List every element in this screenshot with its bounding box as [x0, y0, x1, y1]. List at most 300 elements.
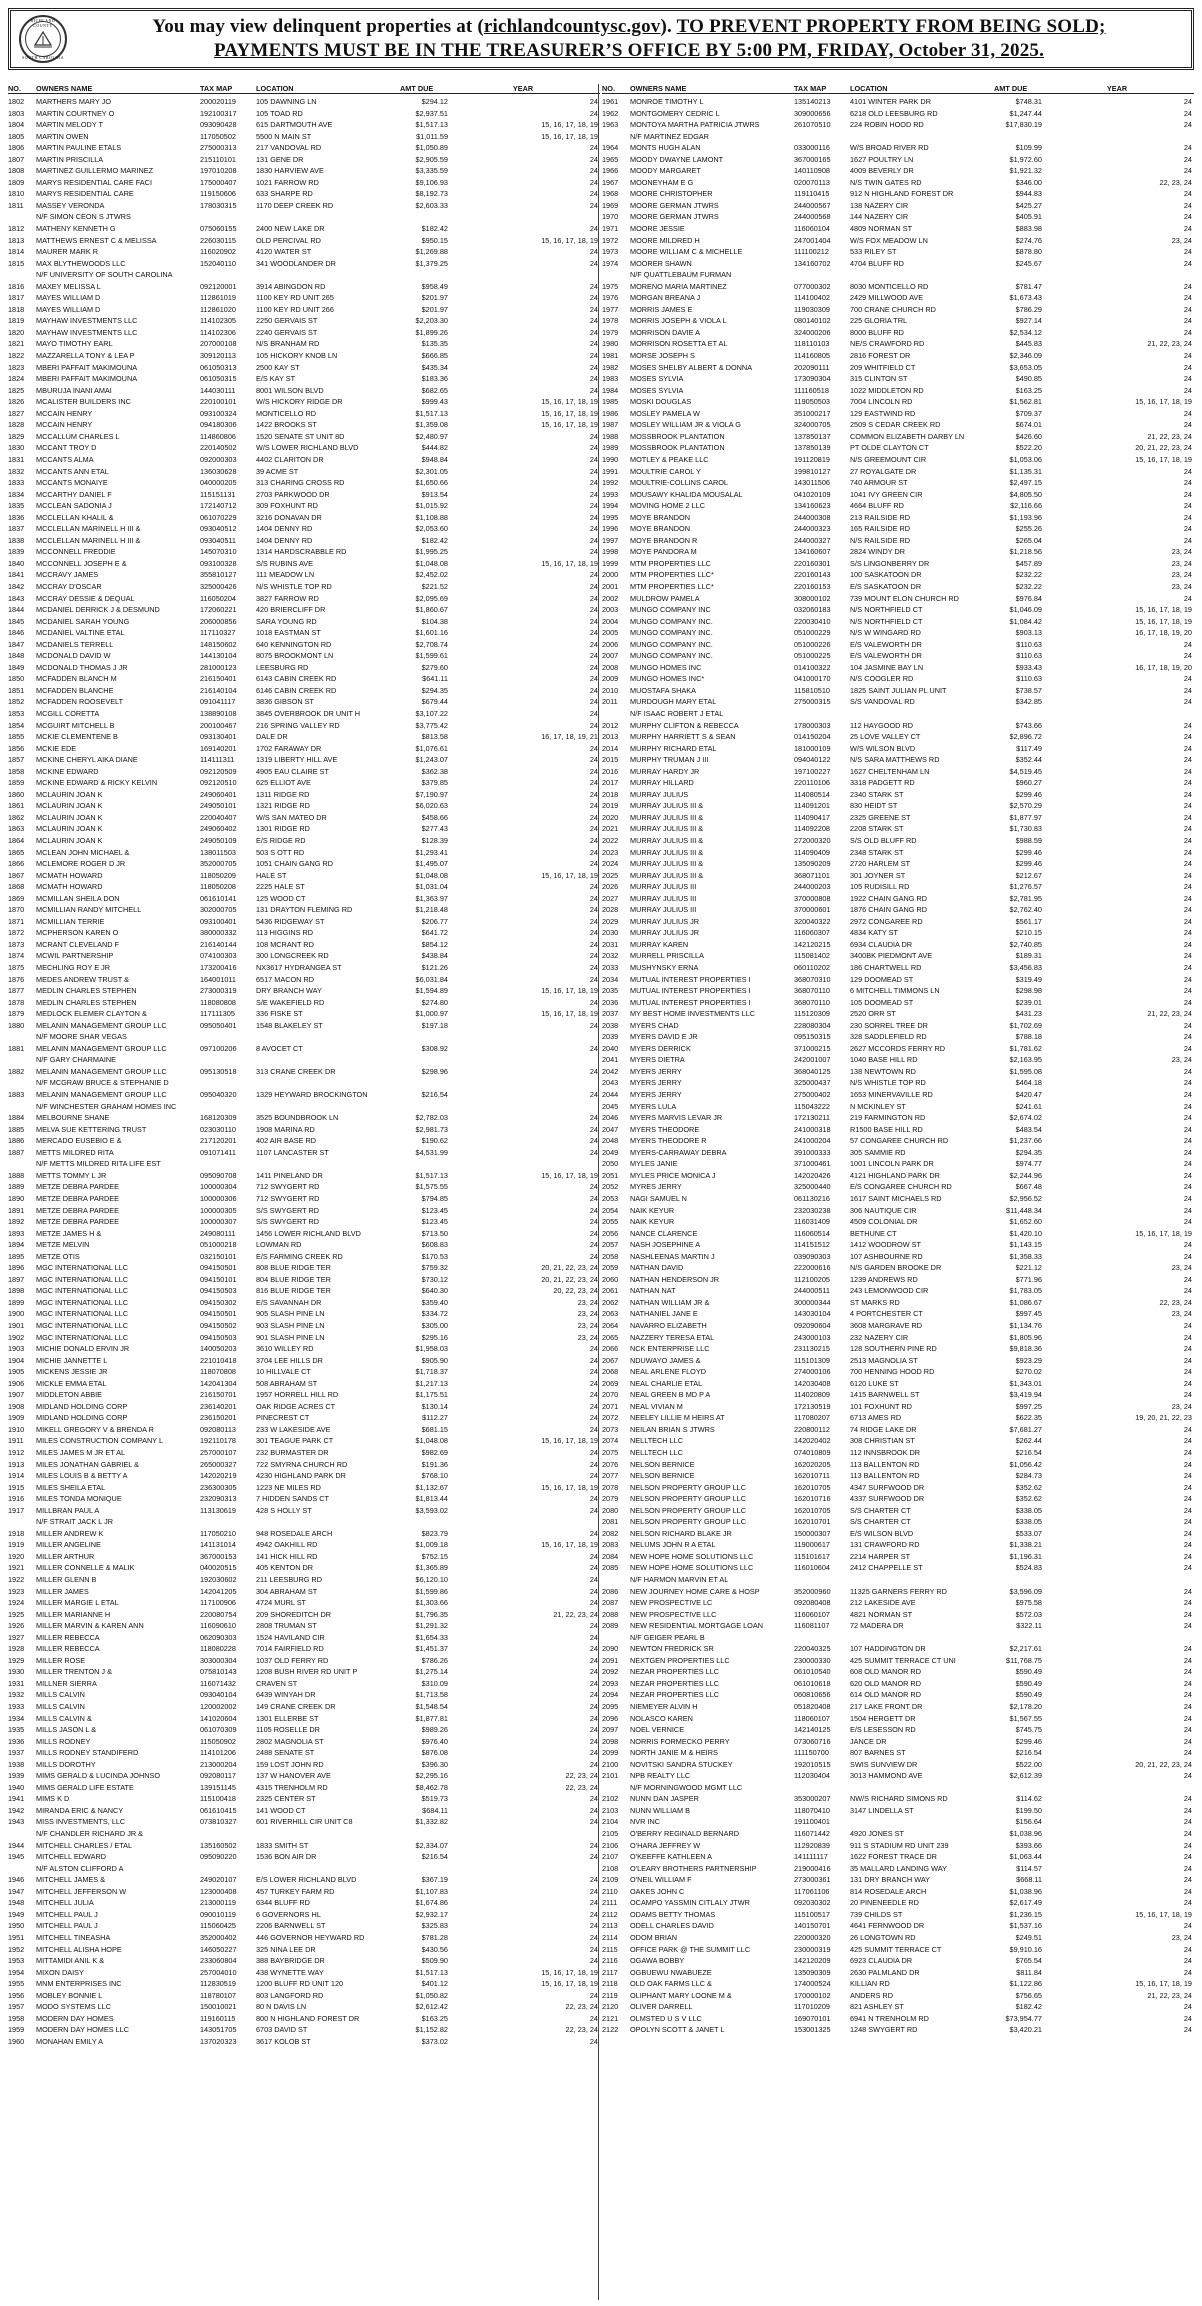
table-row — [8, 1840, 600, 1852]
website-link[interactable]: richlandcountysc.gov — [483, 16, 661, 37]
cell-amount: $522.00 — [1015, 1759, 1042, 1769]
table-row — [8, 535, 600, 547]
table-row — [602, 777, 1194, 789]
table-row — [8, 1770, 600, 1782]
cell-amount: $1,730.83 — [1009, 824, 1042, 834]
table-row — [602, 1805, 1194, 1817]
cell-year — [448, 1863, 600, 1875]
cell-year: 24 — [1183, 1344, 1192, 1354]
cell-no: 1811 — [8, 200, 24, 210]
cell-amount: $1,877.97 — [1009, 812, 1042, 822]
cell-location: 712 SWYGERT RD — [256, 1193, 320, 1203]
cell-owner: NEW JOURNEY HOME CARE & HOSP — [630, 1586, 760, 1596]
table-row — [602, 1170, 1194, 1182]
cell-year: 24 — [589, 362, 598, 372]
cell-amount: $997.25 — [1015, 1401, 1042, 1411]
cell-amount: $457.89 — [1015, 558, 1042, 568]
cell-tax-map: 217120201 — [200, 1136, 237, 1146]
table-row — [602, 1412, 1194, 1424]
cell-location: 125 WOOD CT — [256, 893, 306, 903]
cell-year: 24 — [589, 778, 598, 788]
cell-tax-map: 061070229 — [200, 512, 237, 522]
cell-amount: $420.47 — [1015, 1090, 1042, 1100]
cell-no: 2087 — [602, 1598, 619, 1608]
cell-location: 217 LAKE FRONT DR — [850, 1702, 923, 1712]
county-seal-icon — [19, 15, 67, 63]
table-row — [8, 523, 600, 535]
cell-owner: O'BERRY REGINALD BERNARD — [630, 1829, 739, 1839]
cell-tax-map: 142041304 — [200, 1378, 237, 1388]
cell-owner: N/F MCGRAW BRUCE & STEPHANIE D — [36, 1078, 169, 1088]
cell-amount: $2,480.97 — [415, 431, 448, 441]
cell-owner: MOULTRIE CAROL Y — [630, 466, 701, 476]
cell-tax-map: 221010418 — [200, 1355, 237, 1365]
table-row — [602, 1043, 1194, 1055]
cell-location: 4315 TRENHOLM RD — [256, 1782, 328, 1792]
cell-location: DRY BRANCH WAY — [256, 986, 322, 996]
cell-year: 24 — [1183, 1159, 1192, 1169]
cell-amount: $1,107.83 — [415, 1886, 448, 1896]
table-row — [8, 119, 600, 131]
cell-no: 1849 — [8, 662, 25, 672]
cell-tax-map: 116081107 — [794, 1621, 830, 1631]
cell-owner: MURRAY JULIUS III & — [630, 870, 704, 880]
table-row — [602, 1632, 1194, 1644]
cell-no: 2065 — [602, 1332, 619, 1342]
cell-year: 24 — [589, 708, 598, 718]
cell-amount: $1,674.86 — [415, 1898, 448, 1908]
cell-location: 2802 MAGNOLIA ST — [256, 1736, 324, 1746]
cell-tax-map: 117050210 — [200, 1528, 236, 1538]
cell-location: S/S OLD BLUFF RD — [850, 836, 917, 845]
cell-year: 24 — [1183, 351, 1192, 361]
cell-location: 165 RAILSIDE RD — [850, 524, 911, 534]
cell-location: 4641 FERNWOOD DR — [850, 1921, 925, 1931]
table-row — [602, 373, 1194, 385]
cell-no: 1885 — [8, 1124, 25, 1134]
cell-no: 1853 — [8, 708, 25, 718]
cell-location — [256, 211, 396, 223]
table-row — [8, 1274, 600, 1286]
cell-year: 24 — [589, 1459, 598, 1469]
cell-tax-map: 095090708 — [200, 1170, 237, 1180]
cell-amount — [990, 708, 1042, 720]
cell-location: W/S BROAD RIVER RD — [850, 143, 929, 153]
cell-year: 24 — [589, 478, 598, 488]
cell-tax-map: 142120215 — [794, 939, 831, 949]
cell-no: 1837 — [8, 524, 25, 534]
table-row — [8, 1609, 600, 1621]
cell-location: E/S LOWER RICHLAND BLVD — [256, 1875, 357, 1885]
cell-owner: MURPHY TRUMAN J III — [630, 755, 709, 765]
table-row — [8, 593, 600, 605]
cell-tax-map: 213000204 — [200, 1759, 237, 1769]
cell-tax-map: 200020119 — [200, 97, 236, 106]
cell-no: 1961 — [602, 97, 619, 106]
cell-owner: MCLAURIN JOAN K — [36, 789, 103, 799]
cell-location: 739 MOUNT ELON CHURCH RD — [850, 593, 959, 603]
cell-year: 24 — [589, 327, 598, 337]
cell-owner: METZE MELVIN — [36, 1240, 90, 1250]
table-row — [602, 1655, 1194, 1667]
table-row — [8, 1528, 600, 1540]
cell-tax-map: 114102305 — [200, 316, 236, 326]
table-row — [8, 489, 600, 501]
cell-amount: $2,053.60 — [415, 524, 448, 534]
cell-amount: $1,338.21 — [1009, 1540, 1042, 1550]
cell-tax-map — [794, 1574, 850, 1586]
cell-location: 700 HENNING HOOD RD — [850, 1367, 935, 1377]
table-row — [8, 165, 600, 177]
table-row — [602, 950, 1194, 962]
cell-year: 24 — [589, 605, 598, 615]
cell-year: 24 — [1183, 1332, 1192, 1342]
cell-tax-map: 220030410 — [794, 616, 831, 626]
cell-tax-map: 309000656 — [794, 108, 831, 118]
cell-tax-map: 119160115 — [200, 2013, 236, 2023]
cell-no: 1953 — [8, 1956, 25, 1966]
cell-owner: MITTAMIDI ANIL K & — [36, 1956, 105, 1966]
cell-amount — [990, 1632, 1042, 1644]
cell-year — [448, 1101, 600, 1113]
cell-amount: $1,332.82 — [415, 1817, 448, 1827]
cell-tax-map: 094150503 — [200, 1332, 237, 1342]
cell-no — [8, 1516, 36, 1528]
cell-location: 6 GOVERNORS HL — [256, 1909, 321, 1919]
table-row — [8, 500, 600, 512]
cell-location: R1500 BASE HILL RD — [850, 1124, 923, 1134]
cell-amount: $1,575.55 — [415, 1182, 448, 1192]
cell-location: 1412 WOODROW ST — [850, 1240, 921, 1250]
table-row — [602, 800, 1194, 812]
cell-no: 1942 — [8, 1805, 25, 1815]
cell-no: 2028 — [602, 905, 619, 915]
cell-year: 15, 16, 17, 18, 19 — [541, 558, 598, 568]
cell-year: 24 — [589, 466, 598, 476]
cell-amount: $445.83 — [1015, 339, 1042, 349]
cell-amount: $756.65 — [1015, 1990, 1042, 2000]
cell-year: 23, 24 — [1171, 235, 1192, 245]
cell-location: 1404 DENNY RD — [256, 524, 313, 534]
cell-location: W/S FOX MEADOW LN — [850, 235, 928, 245]
cell-owner: MOSES SYLVIA — [630, 385, 684, 395]
cell-amount: $221.52 — [421, 581, 448, 591]
cell-amount: $933.43 — [1015, 662, 1042, 672]
cell-tax-map: 275000313 — [200, 143, 237, 153]
cell-location: 1301 ELLERBE ST — [256, 1713, 319, 1723]
cell-owner: NORRIS FORMECKO PERRY — [630, 1736, 730, 1746]
table-row — [602, 974, 1194, 986]
cell-year: 24 — [1183, 1551, 1192, 1561]
cell-owner: MGC INTERNATIONAL LLC — [36, 1263, 129, 1273]
cell-owner: MURRAY JULIUS III & — [630, 859, 704, 869]
cell-amount: $667.48 — [1015, 1182, 1042, 1192]
cell-no: 1974 — [602, 258, 619, 268]
cell-owner: MARTHERS MARY JO — [36, 97, 112, 106]
cell-amount: $1,056.42 — [1009, 1459, 1042, 1469]
table-row — [8, 1389, 600, 1401]
cell-amount: $1,050.82 — [415, 1990, 448, 2000]
cell-no: 1808 — [8, 166, 25, 176]
cell-owner: MCCRAY DESSIE & DEQUAL — [36, 593, 135, 603]
table-row — [8, 1632, 600, 1644]
table-row — [602, 1181, 1194, 1193]
cell-owner: N/F ISAAC ROBERT J ETAL — [630, 708, 724, 718]
cell-tax-map: 325000426 — [200, 581, 237, 591]
cell-no: 2051 — [602, 1170, 619, 1180]
cell-no: 2061 — [602, 1286, 619, 1296]
cell-owner: MOUSAWY KHALIDA MOUSALAL — [630, 489, 743, 499]
cell-tax-map: 135090309 — [794, 1967, 831, 1977]
cell-tax-map: 092080113 — [200, 1424, 236, 1434]
table-row — [8, 1909, 600, 1921]
table-row — [8, 1967, 600, 1979]
cell-owner: MCMILLIAN RANDY MITCHELL — [36, 905, 142, 915]
cell-no: 1944 — [8, 1840, 25, 1850]
table-row — [602, 881, 1194, 893]
cell-location: 830 HEIDT ST — [850, 801, 898, 811]
cell-no: 2055 — [602, 1217, 619, 1227]
cell-tax-map: 170000102 — [794, 1990, 831, 2000]
cell-year: 24 — [1183, 1956, 1192, 1966]
cell-amount: $975.58 — [1015, 1598, 1042, 1608]
cell-year: 24 — [1183, 1505, 1192, 1515]
cell-year: 24 — [1183, 154, 1192, 164]
cell-year: 24 — [1183, 1436, 1192, 1446]
cell-owner: MOORE JESSIE — [630, 224, 685, 234]
cell-owner: MCRANT CLEVELAND F — [36, 939, 119, 949]
cell-tax-map — [794, 1782, 850, 1794]
cell-year: 15, 16, 17, 18, 19 — [541, 1967, 598, 1977]
cell-location: 2520 ORR ST — [850, 1009, 896, 1019]
cell-no: 2053 — [602, 1193, 619, 1203]
cell-tax-map: 137020323 — [200, 2036, 237, 2046]
cell-tax-map: 242001007 — [794, 1055, 831, 1065]
cell-amount: $2,217.61 — [1009, 1644, 1042, 1654]
cell-tax-map: 100000305 — [200, 1205, 237, 1215]
cell-amount: $974.77 — [1015, 1159, 1042, 1169]
table-row — [8, 281, 600, 293]
cell-no: 2088 — [602, 1609, 619, 1619]
cell-owner: MGC INTERNATIONAL LLC — [36, 1297, 129, 1307]
cell-tax-map: 191100401 — [794, 1817, 830, 1827]
cell-tax-map: 051000225 — [794, 651, 831, 661]
cell-year: 15, 16, 17, 18, 19 — [1135, 605, 1192, 615]
cell-no: 1861 — [8, 801, 25, 811]
cell-location: N/S NORTHFIELD CT — [850, 616, 923, 626]
cell-location: 2240 GERVAIS ST — [256, 327, 318, 337]
cell-no: 1973 — [602, 247, 619, 257]
cell-location: 149 CRANE CREEK DR — [256, 1702, 336, 1712]
cell-owner: MILLER REBECCA — [36, 1632, 100, 1642]
cell-amount: $190.62 — [421, 1136, 448, 1146]
cell-location: 1833 SMITH ST — [256, 1840, 309, 1850]
cell-location: 1200 BLUFF RD UNIT 120 — [256, 1979, 344, 1989]
cell-no: 1976 — [602, 293, 619, 303]
cell-year: 24 — [589, 1667, 598, 1677]
cell-tax-map: 370000601 — [794, 905, 831, 915]
cell-tax-map: 257000107 — [200, 1447, 237, 1457]
cell-location: 1223 NE MILES RD — [256, 1482, 321, 1492]
cell-no: 2117 — [602, 1967, 618, 1977]
cell-year: 24 — [589, 570, 598, 580]
cell-no: 1933 — [8, 1702, 25, 1712]
cell-no: 1836 — [8, 512, 25, 522]
cell-amount: $1,175.51 — [415, 1390, 448, 1400]
cell-no: 1802 — [8, 97, 25, 106]
cell-amount: $8,192.73 — [415, 189, 448, 199]
cell-year: 24 — [589, 1932, 598, 1942]
table-row — [602, 1955, 1194, 1967]
cell-owner: MCCARTHY DANIEL F — [36, 489, 112, 499]
table-row — [8, 1262, 600, 1274]
table-row — [602, 1285, 1194, 1297]
cell-location: 313 CRANE CREEK DR — [256, 1066, 336, 1076]
cell-no: 1817 — [8, 293, 25, 303]
table-row — [602, 685, 1194, 697]
cell-amount: $1,650.66 — [415, 478, 448, 488]
cell-owner: NELSON RICHARD BLAKE JR — [630, 1528, 732, 1538]
cell-no: 1876 — [8, 974, 25, 984]
table-row — [602, 985, 1194, 997]
cell-tax-map: 162010701 — [794, 1517, 831, 1527]
cell-location: BETHUNE CT — [850, 1228, 897, 1238]
table-row — [602, 2013, 1194, 2025]
cell-tax-map: 118050208 — [200, 882, 236, 892]
table-row — [8, 338, 600, 350]
cell-no — [8, 211, 36, 223]
cell-year: 24 — [589, 1413, 598, 1423]
cell-no: 2035 — [602, 986, 619, 996]
cell-tax-map: 095130518 — [200, 1066, 237, 1076]
cell-year: 24 — [1183, 316, 1192, 326]
cell-no: 1983 — [602, 374, 619, 384]
cell-no: 1997 — [602, 535, 619, 545]
cell-no: 1937 — [8, 1748, 25, 1758]
cell-owner: MILES JONATHAN GABRIEL & — [36, 1459, 139, 1469]
cell-year: 24 — [589, 1794, 598, 1804]
cell-no: 1866 — [8, 859, 25, 869]
cell-tax-map: 114160805 — [794, 351, 830, 361]
cell-owner: MITCHELL EDWARD — [36, 1852, 107, 1862]
cell-owner: MILLER CONNELLE & MALIK — [36, 1563, 135, 1573]
cell-location: N/S NORTHFIELD CT — [850, 605, 923, 615]
cell-year — [448, 211, 600, 223]
cell-owner: MUTUAL INTEREST PROPERTIES I — [630, 986, 751, 996]
cell-tax-map: 095050401 — [200, 1020, 237, 1030]
table-row — [8, 431, 600, 443]
cell-no: 1803 — [8, 108, 25, 118]
cell-year: 24 — [589, 1678, 598, 1688]
cell-amount: $249.51 — [1015, 1932, 1042, 1942]
table-row — [8, 812, 600, 824]
cell-year: 24 — [1183, 905, 1192, 915]
cell-owner: OAKES JOHN C — [630, 1886, 685, 1896]
table-row — [8, 1759, 600, 1771]
cell-tax-map: 032150101 — [200, 1251, 237, 1261]
cell-year: 24 — [1183, 836, 1192, 845]
cell-tax-map: 172130519 — [794, 1401, 831, 1411]
cell-year: 15, 16, 17, 18, 19 — [1135, 454, 1192, 464]
cell-tax-map: 116060307 — [794, 928, 830, 938]
cell-location: 1908 MARINA RD — [256, 1124, 315, 1134]
cell-amount: $4,519.45 — [1009, 766, 1042, 776]
table-row — [602, 812, 1194, 824]
cell-location: 1100 KEY RD UNIT 265 — [256, 293, 334, 303]
cell-no: 1891 — [8, 1205, 25, 1215]
cell-amount: $738.57 — [1015, 685, 1042, 695]
cell-year: 24 — [589, 616, 598, 626]
table-row — [602, 281, 1194, 293]
table-row — [8, 789, 600, 801]
cell-location: SWIS SUNVIEW DR — [850, 1759, 918, 1769]
cell-tax-map: 220040325 — [794, 1644, 831, 1654]
cell-location: 3617 KOLOB ST — [256, 2036, 311, 2046]
cell-year: 24 — [1183, 1090, 1192, 1100]
cell-amount: $274.76 — [1015, 235, 1042, 245]
cell-year: 20, 21, 22, 23, 24 — [1135, 443, 1192, 453]
cell-year: 24 — [1183, 1678, 1192, 1688]
cell-amount: $1,517.13 — [415, 1967, 448, 1977]
cell-year: 24 — [1183, 2002, 1192, 2012]
right-column — [602, 84, 1194, 2036]
cell-amount: $206.77 — [421, 916, 448, 926]
cell-year: 15, 16, 17, 18, 19 — [541, 986, 598, 996]
cell-location: 4009 BEVERLY DR — [850, 166, 914, 176]
cell-amount: $6,120.10 — [415, 1575, 448, 1584]
cell-tax-map: 061010540 — [794, 1667, 831, 1677]
cell-tax-map: 162010711 — [794, 1471, 830, 1481]
table-row — [8, 616, 600, 628]
cell-location: 712 SWYGERT RD — [256, 1182, 320, 1192]
cell-amount: $3,653.05 — [1009, 362, 1042, 372]
cell-no: 2046 — [602, 1113, 619, 1123]
table-row — [8, 327, 600, 339]
cell-year: 24 — [1183, 1251, 1192, 1261]
cell-year: 24 — [1183, 1043, 1192, 1053]
cell-tax-map: 117061106 — [794, 1886, 830, 1896]
table-row — [602, 1909, 1194, 1921]
cell-amount: $367.19 — [421, 1875, 448, 1885]
cell-year: 24 — [589, 1344, 598, 1354]
cell-owner: NIEMEYER ALVIN H — [630, 1702, 698, 1712]
cell-location: W/S HICKORY RIDGE DR — [256, 397, 343, 407]
cell-year: 22, 23, 24 — [1159, 1297, 1192, 1307]
cell-amount: $743.66 — [1015, 720, 1042, 730]
cell-location: 1314 HARDSCRABBLE RD — [256, 547, 347, 557]
cell-tax-map: 244000567 — [794, 200, 831, 210]
cell-no: 1888 — [8, 1170, 25, 1180]
cell-year: 24 — [1183, 108, 1192, 118]
cell-location: 2488 SENATE ST — [256, 1748, 315, 1758]
cell-amount: $1,548.54 — [415, 1702, 448, 1712]
cell-amount: $4,531.99 — [415, 1147, 448, 1157]
table-row — [602, 916, 1194, 928]
cell-location: 903 SLASH PINE LN — [256, 1320, 325, 1330]
cell-tax-map: 093100401 — [200, 916, 237, 926]
cell-location: 141 HICK HILL RD — [256, 1551, 318, 1561]
cell-no: 1899 — [8, 1297, 25, 1307]
cell-amount: $241.61 — [1015, 1101, 1042, 1111]
cell-tax-map: 192030602 — [200, 1575, 237, 1584]
cell-owner: MCCONNELL JOSEPH E & — [36, 558, 127, 568]
table-row — [8, 1863, 600, 1875]
cell-owner: MILLER MARGIE L ETAL — [36, 1598, 119, 1608]
cell-tax-map: 061130216 — [794, 1193, 830, 1203]
header-owner: OWNERS NAME — [36, 84, 93, 93]
cell-year: 24 — [589, 535, 598, 545]
cell-tax-map: 191120819 — [794, 454, 830, 464]
